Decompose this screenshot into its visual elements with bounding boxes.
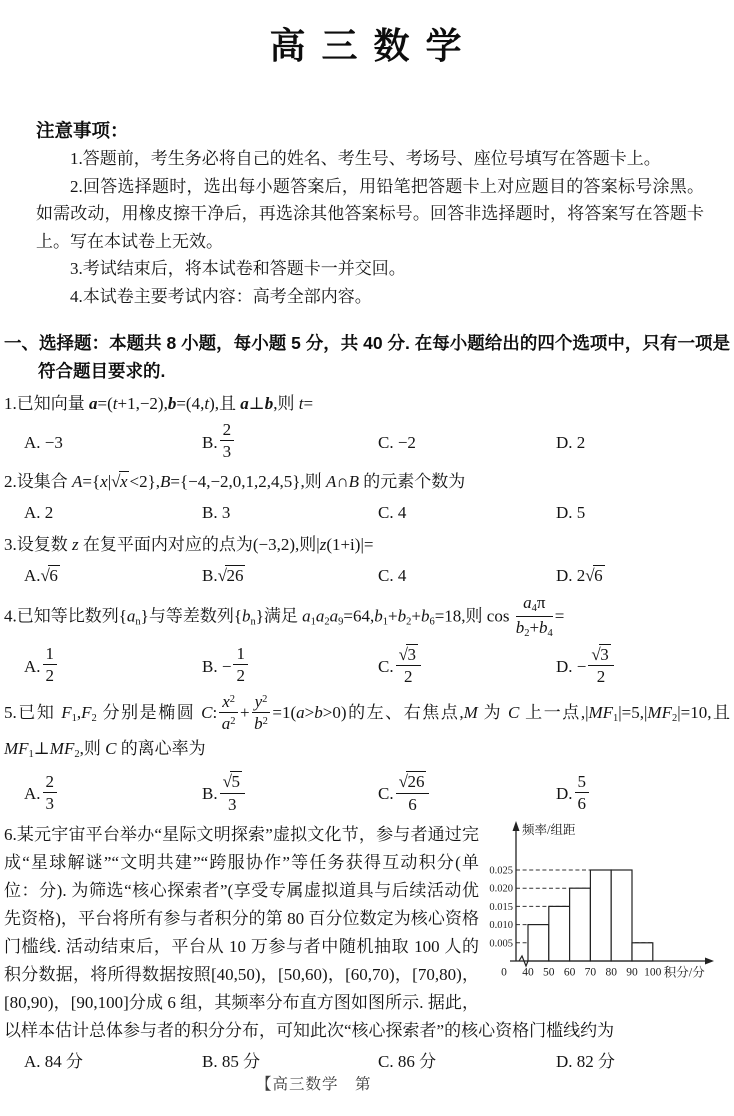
- option-b: B. 2 3: [202, 421, 378, 463]
- option-c: C. 4: [378, 566, 407, 586]
- question-options: [4, 645, 730, 689]
- question-options: [4, 772, 730, 816]
- option-b: B. √26: [202, 566, 244, 586]
- notice-item-2: 2.回答选择题时，选出每小题答案后，用铅笔把答题卡上对应题目的答案标号涂黑。如需改动，用橡皮擦干净后，再选涂其他答案标号。回答非选择题时，将答案写在答题卡上。写在本试卷上无效。: [36, 176, 704, 251]
- section-heading: 一、选择题：本题共 8 小题，每小题 5 分，共 40 分. 在每小题给出的四个选项中，只有一项是符合题目要求的.: [4, 333, 730, 381]
- question-2: [4, 468, 730, 526]
- svg-text:频率/组距: 频率/组距: [522, 822, 576, 837]
- page-title: 高 三 数 学: [269, 25, 465, 66]
- question-stem: 4.已知等比数列$\{a_n\}$与等差数列$\{b_n\}$满足 $a_1a_2a_9=64,b_1+b_2+b_6=18$,则 cos $\frac{a_4\pi}{b_2+b_4}$ =: [4, 593, 565, 639]
- option-b: B. 85 分: [202, 1051, 261, 1071]
- page-footer: 【高三数学 第: [256, 1076, 372, 1093]
- question-options: [4, 562, 730, 589]
- option-c: C. 4: [378, 503, 407, 523]
- question-6: [4, 821, 730, 1075]
- svg-text:90: 90: [626, 966, 638, 979]
- question-5: [4, 693, 730, 816]
- histogram: [485, 819, 730, 991]
- question-1: [4, 390, 730, 463]
- svg-text:0: 0: [501, 966, 507, 979]
- option-d: D. 2 √6: [556, 566, 603, 586]
- question-stem-text: 6.某元宇宙平台举办“星际文明探索”虚拟文化节，参与者通过完成“星球解谜”“文明共建”“跨服协作”等任务获得互动积分(单位：分). 为筛选“核心探索者”(享受专属虚拟道具与后续活动优先资格)，平台将所有参与者积分的第 80 百分位数定为核心资格门槛线. 活动结束后，平台从 10 万参与者中随机抽取 100 人的积分数据，将所得数据按照[40,50)，[50,60)，[60,70)，[70,80)，[80,90)，[90,100]分成 6 组，其频率分布直方图如图所示. 据此，以样本估计总体参与者的积分分布，可知此次“核心探索者”的核心资格门槛线约为: [4, 824, 615, 1040]
- option-b: B. √5 3: [202, 772, 378, 816]
- question-stem: 1.已知向量 a=(t+1,−2),b=(4,t),且 a⊥b,则 t=: [4, 394, 314, 413]
- svg-text:0.015: 0.015: [489, 901, 513, 913]
- question-list: [4, 390, 730, 1075]
- question-stem: 2.设集合 A={x|√x <2},B={−4,−2,0,1,2,4,5},则 A∩B 的元素个数为: [4, 472, 466, 492]
- question-options: [4, 499, 730, 526]
- notice-item-1: 1.答题前，考生务必将自己的姓名、考生号、考场号、座位号填写在答题卡上。: [70, 149, 661, 168]
- option-a: A. 84 分: [24, 1051, 84, 1071]
- option-d: D. 5: [556, 503, 586, 523]
- option-a: A. −3: [24, 432, 63, 452]
- option-d: D. 5 6: [556, 773, 730, 815]
- option-c: C. −2: [378, 432, 416, 452]
- notice-item-4: 4.本试卷主要考试内容：高考全部内容。: [70, 286, 372, 306]
- notice-heading: 注意事项：: [36, 120, 129, 141]
- question-stem: [4, 821, 730, 1045]
- option-b: B. 3: [202, 503, 231, 523]
- svg-text:0.020: 0.020: [489, 883, 513, 895]
- question-options: [4, 421, 730, 463]
- option-a: A. 1 2: [24, 645, 202, 687]
- notice-item-3: 3.考试结束后，将本试卷和答题卡一并交回。: [70, 259, 406, 278]
- svg-text:50: 50: [543, 966, 555, 979]
- option-c: C. √26 6: [378, 772, 556, 816]
- svg-text:0.025: 0.025: [489, 865, 513, 877]
- option-d: D. − √3 2: [556, 645, 730, 689]
- svg-text:0.005: 0.005: [489, 938, 513, 950]
- svg-text:60: 60: [563, 966, 576, 979]
- option-a: A. 2: [24, 503, 54, 523]
- option-c: C. 86 分: [378, 1051, 437, 1071]
- svg-text:40: 40: [522, 966, 534, 979]
- svg-text:100: 100: [644, 966, 662, 979]
- option-a: A. 2 3: [24, 773, 202, 815]
- svg-text:积分/分: 积分/分: [663, 965, 705, 980]
- question-stem: 5.已知 $F_1,F_2$ 分别是椭圆 C: $\frac{x^2}{a^2}$ + $\frac{y^2}{b^2}$ =1(a>b>0)的左、右焦点,M 为 C 上一点$,|MF_1|=5,|MF_2|=10$,且 $MF_1\perp MF_2$,则 C 的离心率为: [4, 692, 731, 761]
- svg-text:80: 80: [605, 966, 617, 979]
- option-a: A. √6: [24, 566, 58, 586]
- notice-block: [36, 117, 704, 310]
- question-options: [4, 1048, 730, 1075]
- option-d: D. 2: [556, 432, 586, 452]
- question-3: [4, 531, 730, 589]
- option-d: D. 82 分: [556, 1051, 616, 1071]
- question-stem: 3.设复数 z 在复平面内对应的点为(−3,2),则|z(1+i)|=: [4, 535, 374, 555]
- histogram-figure: [485, 819, 730, 991]
- option-b: B. − 1 2: [202, 645, 378, 687]
- question-4: [4, 594, 730, 688]
- svg-text:70: 70: [584, 966, 597, 979]
- svg-text:0.010: 0.010: [489, 919, 513, 931]
- option-c: C. √3 2: [378, 645, 556, 689]
